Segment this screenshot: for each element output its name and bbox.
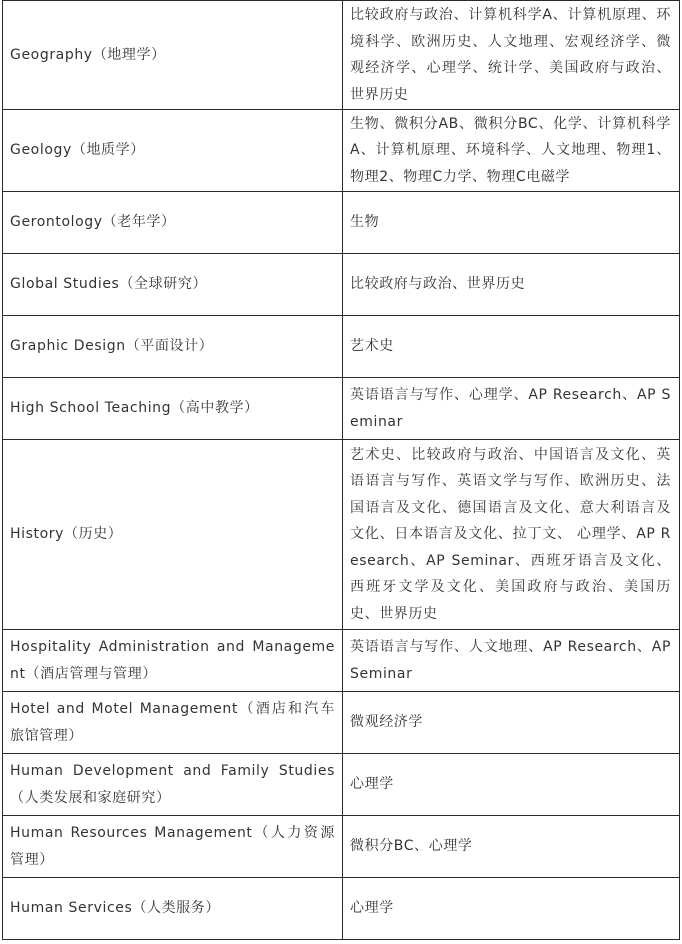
courses-cell: 英语语言与写作、心理学、AP Research、AP Seminar xyxy=(343,378,680,440)
table-row xyxy=(3,440,680,630)
courses-cell: 微积分BC、心理学 xyxy=(343,816,680,878)
table-row xyxy=(3,110,680,192)
major-cell: Graphic Design（平面设计） xyxy=(3,316,343,378)
courses-cell: 艺术史 xyxy=(343,316,680,378)
major-cell: Human Resources Management（人力资源管理） xyxy=(3,816,343,878)
table-row xyxy=(3,378,680,440)
major-cell: High School Teaching（高中教学） xyxy=(3,378,343,440)
major-cell: Geology（地质学） xyxy=(3,110,343,192)
table-row xyxy=(3,316,680,378)
courses-cell: 微观经济学 xyxy=(343,692,680,754)
courses-cell: 英语语言与写作、人文地理、AP Research、AP Seminar xyxy=(343,630,680,692)
courses-cell: 比较政府与政治、世界历史 xyxy=(343,254,680,316)
major-cell: Global Studies（全球研究） xyxy=(3,254,343,316)
major-cell: Hotel and Motel Management（酒店和汽车旅馆管理） xyxy=(3,692,343,754)
majors-courses-table xyxy=(2,0,680,940)
table-row xyxy=(3,816,680,878)
major-cell: Geography（地理学） xyxy=(3,1,343,110)
table-row xyxy=(3,692,680,754)
courses-cell: 艺术史、比较政府与政治、中国语言及文化、英语语言与写作、英语文学与写作、欧洲历史、法国语言及文化、德国语言及文化、意大利语言及文化、日本语言及文化、拉丁文、 心理学、AP Research、AP Seminar、西班牙语言及文化、西班牙文学及文化、美国政府与政治、美国历史、世界历史 xyxy=(343,440,680,630)
courses-cell: 生物 xyxy=(343,192,680,254)
major-cell: History（历史） xyxy=(3,440,343,630)
courses-cell: 比较政府与政治、计算机科学A、计算机原理、环境科学、欧洲历史、人文地理、宏观经济学、微观经济学、心理学、统计学、美国政府与政治、世界历史 xyxy=(343,1,680,110)
courses-cell: 心理学 xyxy=(343,878,680,940)
major-cell: Hospitality Administration and Management（酒店管理与管理） xyxy=(3,630,343,692)
table-row xyxy=(3,754,680,816)
major-cell: Human Services（人类服务） xyxy=(3,878,343,940)
table-row xyxy=(3,1,680,110)
table-row xyxy=(3,254,680,316)
courses-cell: 生物、微积分AB、微积分BC、化学、计算机科学A、计算机原理、环境科学、人文地理、物理1、物理2、物理C力学、物理C电磁学 xyxy=(343,110,680,192)
table-row xyxy=(3,192,680,254)
courses-cell: 心理学 xyxy=(343,754,680,816)
table-row xyxy=(3,878,680,940)
table-row xyxy=(3,630,680,692)
major-cell: Human Development and Family Studies（人类发展和家庭研究） xyxy=(3,754,343,816)
major-cell: Gerontology（老年学） xyxy=(3,192,343,254)
